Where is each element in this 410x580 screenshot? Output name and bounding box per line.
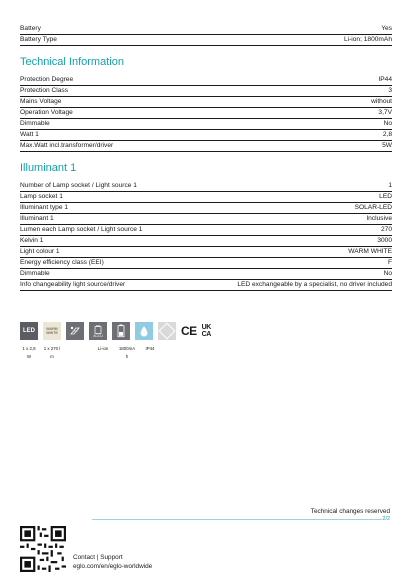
row-value: 2,8: [382, 131, 392, 138]
caption-line1: 1800mA: [118, 346, 136, 351]
table-row: [20, 269, 392, 280]
eglo-worldwide-link[interactable]: eglo.com/en/eglo-worldwide: [73, 563, 153, 570]
row-label: Operation Voltage: [20, 109, 73, 116]
table-row: [20, 130, 392, 141]
row-value: Li-ion; 1800mAh: [343, 36, 392, 43]
warm-white-badge-icon: [43, 322, 61, 340]
protection-class-3-icon: [158, 322, 176, 340]
qr-code-icon[interactable]: [20, 526, 66, 572]
caption-line1: IP44: [145, 346, 155, 351]
row-label: Mains Voltage: [20, 98, 62, 105]
row-value: LED exchangeable by a specialist, no driver included: [237, 281, 392, 288]
table-row: [20, 203, 392, 214]
row-label: Illuminant type 1: [20, 204, 69, 211]
table-row: [20, 119, 392, 130]
accu-label: ACCU: [93, 333, 103, 338]
drop-glyph: [139, 325, 149, 337]
footer-divider: [92, 519, 382, 520]
table-row: [20, 35, 392, 46]
spec-sheet: [20, 24, 392, 291]
caption-line2: W: [26, 354, 32, 359]
row-value: 5W: [382, 142, 392, 149]
caption-lumen: [41, 345, 63, 361]
water-drop-ip44-icon: [135, 322, 153, 340]
caption-battery-type: [92, 345, 114, 353]
row-value: without: [371, 98, 392, 105]
row-label: Number of Lamp socket / Light source 1: [20, 182, 137, 189]
row-value: 3: [388, 87, 392, 94]
caption-line2: h: [125, 354, 129, 359]
caption-line2: m: [50, 354, 54, 359]
warm-white-label: [46, 327, 58, 335]
feature-badges: [20, 322, 211, 340]
contact-support-link[interactable]: Contact | Support: [73, 554, 123, 561]
section-title-technical: Technical Information: [20, 56, 124, 68]
technical-changes-note: Technical changes reserved: [310, 508, 390, 515]
white-label: WHITE: [46, 331, 58, 335]
ca-label: CA: [201, 331, 211, 338]
row-value: No: [383, 270, 392, 277]
row-label: Lumen each Lamp socket / Light source 1: [20, 226, 143, 233]
row-value: Inclusive: [366, 215, 392, 222]
solar-panel-icon: [66, 322, 84, 340]
row-label: Energy efficiency class (EEI): [20, 259, 104, 266]
caption-line1: Li-ion: [97, 346, 109, 351]
row-value: Yes: [381, 25, 392, 32]
caption-watt: [18, 345, 40, 361]
row-label: Max.Watt incl.transformer/driver: [20, 142, 114, 149]
table-row: [20, 280, 392, 291]
row-label: Illuminant 1: [20, 215, 54, 222]
caption-line1: 1 x 270 l: [43, 346, 61, 351]
caption-capacity: [116, 345, 138, 361]
row-value: SOLAR-LED: [354, 204, 392, 211]
row-label: Dimmable: [20, 270, 50, 277]
warm-label: WARM: [46, 327, 58, 331]
battery-capacity-icon: [112, 322, 130, 340]
table-row: [20, 192, 392, 203]
row-value: 1: [388, 182, 392, 189]
row-label: Watt 1: [20, 131, 39, 138]
led-badge-label: LED: [23, 328, 35, 334]
table-row: [20, 86, 392, 97]
ce-mark-icon: CE: [181, 324, 197, 338]
table-row: [20, 24, 392, 35]
table-row: [20, 258, 392, 269]
row-label: Battery Type: [20, 36, 57, 43]
table-row: [20, 75, 392, 86]
row-value: IP44: [378, 76, 392, 83]
led-badge-icon: [20, 322, 38, 340]
row-label: Info changeability light source/driver: [20, 281, 126, 288]
caption-ip: [139, 345, 161, 353]
row-value: LED: [379, 193, 392, 200]
row-label: Battery: [20, 25, 41, 32]
row-value: 270: [380, 226, 392, 233]
table-row: [20, 236, 392, 247]
row-value: WARM WHITE: [348, 248, 392, 255]
table-row: [20, 141, 392, 152]
row-label: Protection Class: [20, 87, 69, 94]
row-label: Kelvin 1: [20, 237, 44, 244]
ukca-mark-icon: [202, 324, 211, 338]
section-title-illuminant: Illuminant 1: [20, 162, 77, 174]
caption-line1: 1 x 2,8: [22, 346, 36, 351]
battery-capacity-glyph: [115, 324, 127, 338]
table-row: [20, 97, 392, 108]
table-row: [20, 181, 392, 192]
row-label: Lamp socket 1: [20, 193, 63, 200]
accu-battery-icon: [89, 322, 107, 340]
contact-block: [73, 553, 152, 571]
diamond-glyph: [159, 323, 176, 340]
uk-label: UK: [201, 324, 211, 331]
row-value: 3000: [377, 237, 392, 244]
row-label: Dimmable: [20, 120, 50, 127]
row-value: 3,7V: [378, 109, 392, 116]
table-row: [20, 247, 392, 258]
table-row: [20, 214, 392, 225]
battery-glyph: [93, 325, 103, 334]
page-number: 2/2: [382, 516, 390, 522]
row-label: Light colour 1: [20, 248, 60, 255]
solar-panel-glyph: [69, 325, 81, 337]
row-value: No: [383, 120, 392, 127]
table-row: [20, 108, 392, 119]
row-label: Protection Degree: [20, 76, 74, 83]
row-value: F: [387, 259, 392, 266]
table-row: [20, 225, 392, 236]
